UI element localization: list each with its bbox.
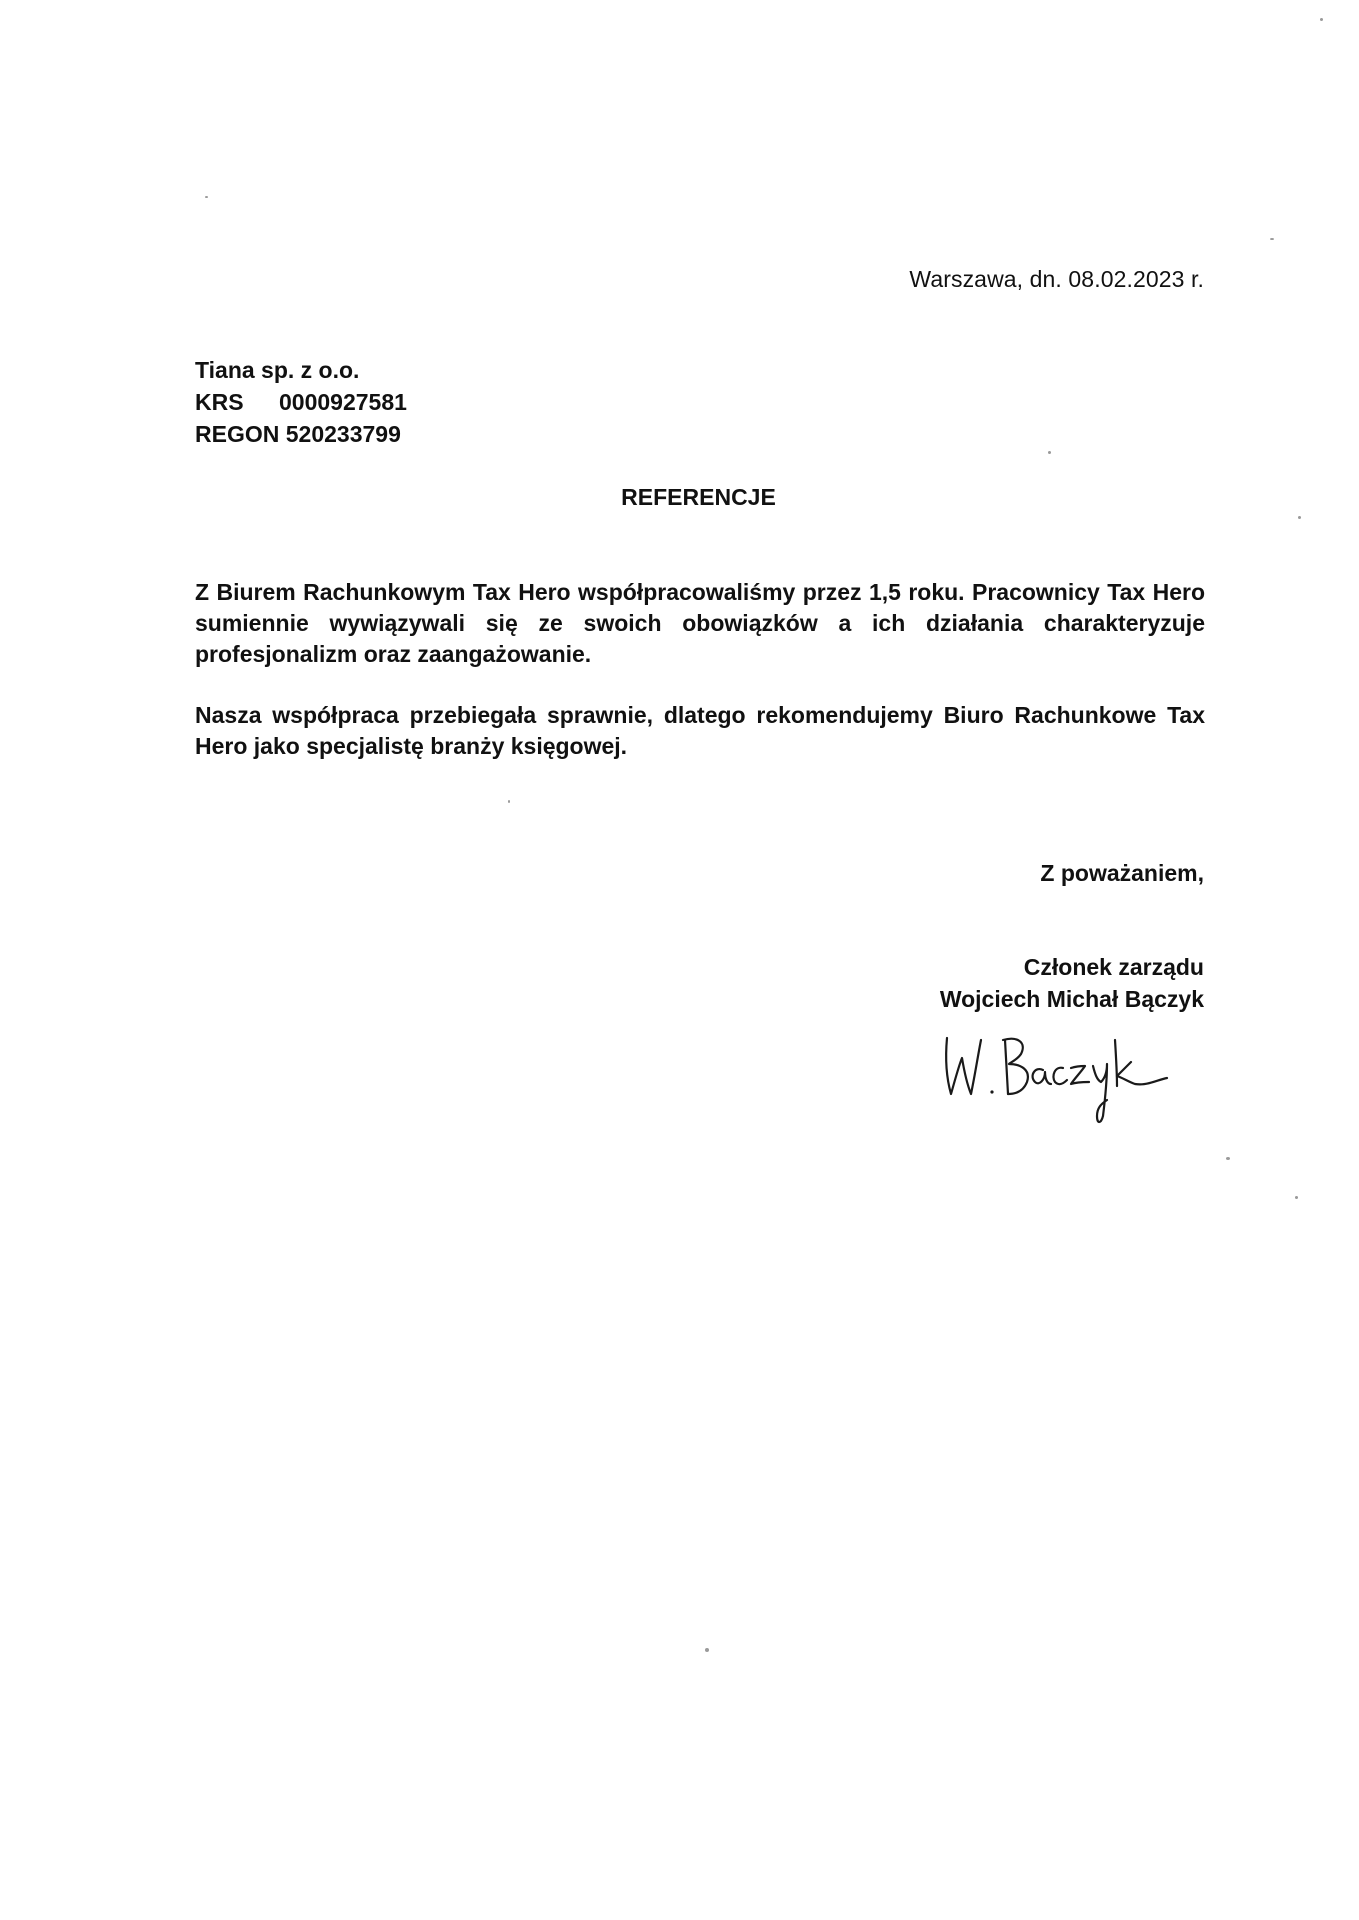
closing-salutation: Z poważaniem, [1040,860,1204,886]
scan-speck [1295,1196,1298,1199]
body-paragraph-1: Z Biurem Rachunkowym Tax Hero współpracowaliśmy przez 1,5 roku. Pracownicy Tax Hero sumiennie wywiązywali się ze swoich obowiązków a ich działania charakteryzuje profesjonalizm oraz zaangażowanie. [195,579,1205,667]
place-date: Warszawa, dn. 08.02.2023 r. [909,266,1204,292]
scan-speck [1226,1157,1230,1160]
scan-speck [205,196,208,198]
scan-speck [508,800,510,803]
scan-speck [1320,18,1323,21]
recipient-krs [195,386,407,418]
document-title: REFERENCJE [621,484,776,510]
regon-label: REGON [195,421,280,447]
regon-value: 520233799 [285,421,401,447]
signatory-name: Wojciech Michał Bączyk [939,986,1204,1012]
scan-speck [1298,516,1301,519]
scan-speck [1270,238,1274,240]
handwritten-signature [935,1020,1175,1130]
recipient-regon [195,418,407,450]
signatory-block [940,951,1204,1015]
krs-value: 0000927581 [279,389,407,415]
scan-speck [705,1648,709,1652]
signatory-position: Członek zarządu [1023,954,1204,980]
recipient-company: Tiana sp. z o.o. [195,357,360,383]
krs-label: KRS [195,389,244,415]
scan-speck [1048,451,1051,454]
recipient-block [195,354,407,450]
body-paragraph-2: Nasza współpraca przebiegała sprawnie, dlatego rekomendujemy Biuro Rachunkowe Tax Hero jako specjalistę branży księgowej. [195,702,1205,759]
